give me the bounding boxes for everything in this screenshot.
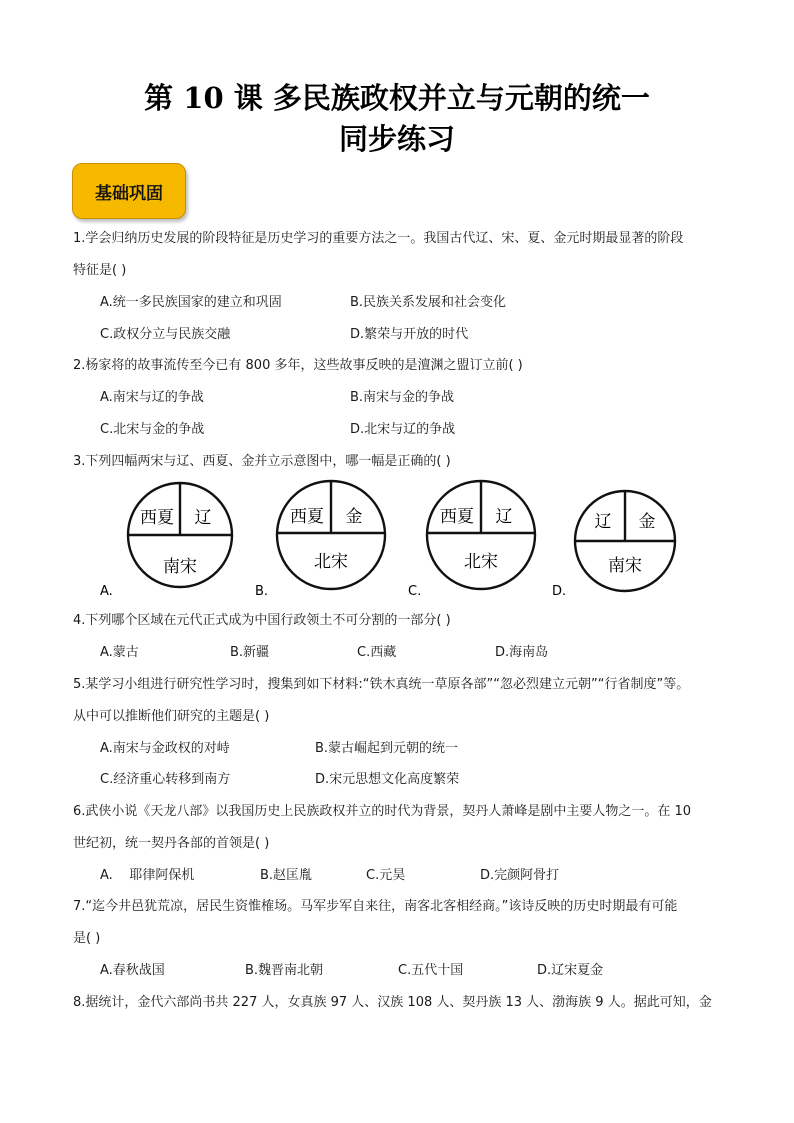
- q1-stem-line1: 1.学会归纳历史发展的阶段特征是历史学习的重要方法之一。我国古代辽、宋、夏、金元时期最显著的阶段: [73, 231, 684, 246]
- q7-option-d: D.辽宋夏金: [537, 963, 604, 978]
- q4-option-a: A.蒙古: [100, 645, 139, 660]
- q4-stem-line1: 4.下列哪个区域在元代正式成为中国行政领土不可分割的一部分( ): [73, 613, 451, 628]
- q6-stem-line2: 世纪初，统一契丹各部的首领是( ): [73, 836, 270, 851]
- q3-diagram-b: [255, 481, 385, 599]
- q3-b-bottom: 北宋: [314, 552, 348, 572]
- q3-d-top-right: 金: [638, 512, 656, 532]
- q6-stem-line1: 6.武侠小说《天龙八部》以我国历史上民族政权并立的时代为背景，契丹人萧峰是剧中主要人物之一。在 10: [73, 804, 692, 819]
- q5-stem-line2: 从中可以推断他们研究的主题是( ): [73, 709, 270, 724]
- q3-a-top-left: 西夏: [140, 508, 174, 528]
- q6-option-d: D.完颜阿骨打: [480, 868, 560, 883]
- q1-stem-line2: 特征是( ): [73, 263, 127, 278]
- q5-option-c: C.经济重心转移到南方: [100, 772, 231, 787]
- q3-c-top-right: 辽: [495, 507, 513, 527]
- q3-a-letter: A.: [100, 584, 113, 599]
- section-badge: 基础巩固: [72, 163, 186, 219]
- q2-option-d: D.北宋与辽的争战: [350, 422, 456, 437]
- q7-stem-line1: 7.“迄今井邑犹荒凉，居民生资惟榷场。马军步军自来往，南客北客相经商。”该诗反映的历史时期最有可能: [73, 899, 678, 914]
- q8-stem-line1: 8.据统计，金代六部尚书共 227 人，女真族 97 人、汉族 108 人、契丹族 13 人、渤海族 9 人。据此可知，金: [73, 995, 712, 1010]
- q3-b-top-right: 金: [345, 507, 363, 527]
- q1-option-a: A.统一多民族国家的建立和巩固: [100, 295, 282, 310]
- q3-c-bottom: 北宋: [464, 552, 498, 572]
- q7-option-c: C.五代十国: [398, 963, 464, 978]
- q6-option-a: A. 耶律阿保机: [100, 868, 195, 883]
- q6-option-b: B.赵匡胤: [260, 868, 313, 883]
- q3-c-top-left: 西夏: [440, 507, 474, 527]
- q3-d-bottom: 南宋: [608, 556, 642, 576]
- q3-d-top-left: 辽: [594, 512, 612, 532]
- q6-option-c: C.元昊: [366, 868, 406, 883]
- q7-stem-line2: 是( ): [73, 931, 101, 946]
- q3-diagram-a: [100, 483, 232, 599]
- q3-diagrams: [0, 475, 794, 605]
- page-title-line1: 第 10 课 多民族政权并立与元朝的统一: [144, 81, 650, 115]
- q1-option-b: B.民族关系发展和社会变化: [350, 295, 507, 310]
- q3-c-letter: C.: [408, 584, 422, 599]
- q7-option-b: B.魏晋南北朝: [245, 963, 324, 978]
- q3-b-letter: B.: [255, 584, 269, 599]
- q2-option-b: B.南宋与金的争战: [350, 390, 455, 405]
- q5-option-a: A.南宋与金政权的对峙: [100, 741, 230, 756]
- q2-option-a: A.南宋与辽的争战: [100, 390, 204, 405]
- q5-stem-line1: 5.某学习小组进行研究性学习时，搜集到如下材料:“铁木真统一草原各部”“忽必烈建立元朝”“行省制度”等。: [73, 677, 690, 692]
- q3-a-top-right: 辽: [194, 508, 212, 528]
- q5-option-b: B.蒙古崛起到元朝的统一: [315, 741, 459, 756]
- q5-option-d: D.宋元思想文化高度繁荣: [315, 772, 460, 787]
- q3-b-top-left: 西夏: [290, 507, 324, 527]
- q4-option-c: C.西藏: [357, 645, 397, 660]
- q1-option-d: D.繁荣与开放的时代: [350, 327, 469, 342]
- q3-diagram-d: [552, 491, 675, 599]
- q4-option-b: B.新疆: [230, 645, 270, 660]
- q3-a-bottom: 南宋: [163, 557, 197, 577]
- q7-option-a: A.春秋战国: [100, 963, 165, 978]
- q3-d-letter: D.: [552, 584, 567, 599]
- q3-stem-line1: 3.下列四幅两宋与辽、西夏、金并立示意图中，哪一幅是正确的( ): [73, 454, 451, 469]
- q3-diagram-c: [408, 481, 535, 599]
- q2-stem-line1: 2.杨家将的故事流传至今已有 800 多年，这些故事反映的是澶渊之盟订立前( ): [73, 358, 523, 373]
- page-title-line2: 同步练习: [338, 122, 455, 156]
- q2-option-c: C.北宋与金的争战: [100, 422, 205, 437]
- q1-option-c: C.政权分立与民族交融: [100, 327, 231, 342]
- q4-option-d: D.海南岛: [495, 645, 549, 660]
